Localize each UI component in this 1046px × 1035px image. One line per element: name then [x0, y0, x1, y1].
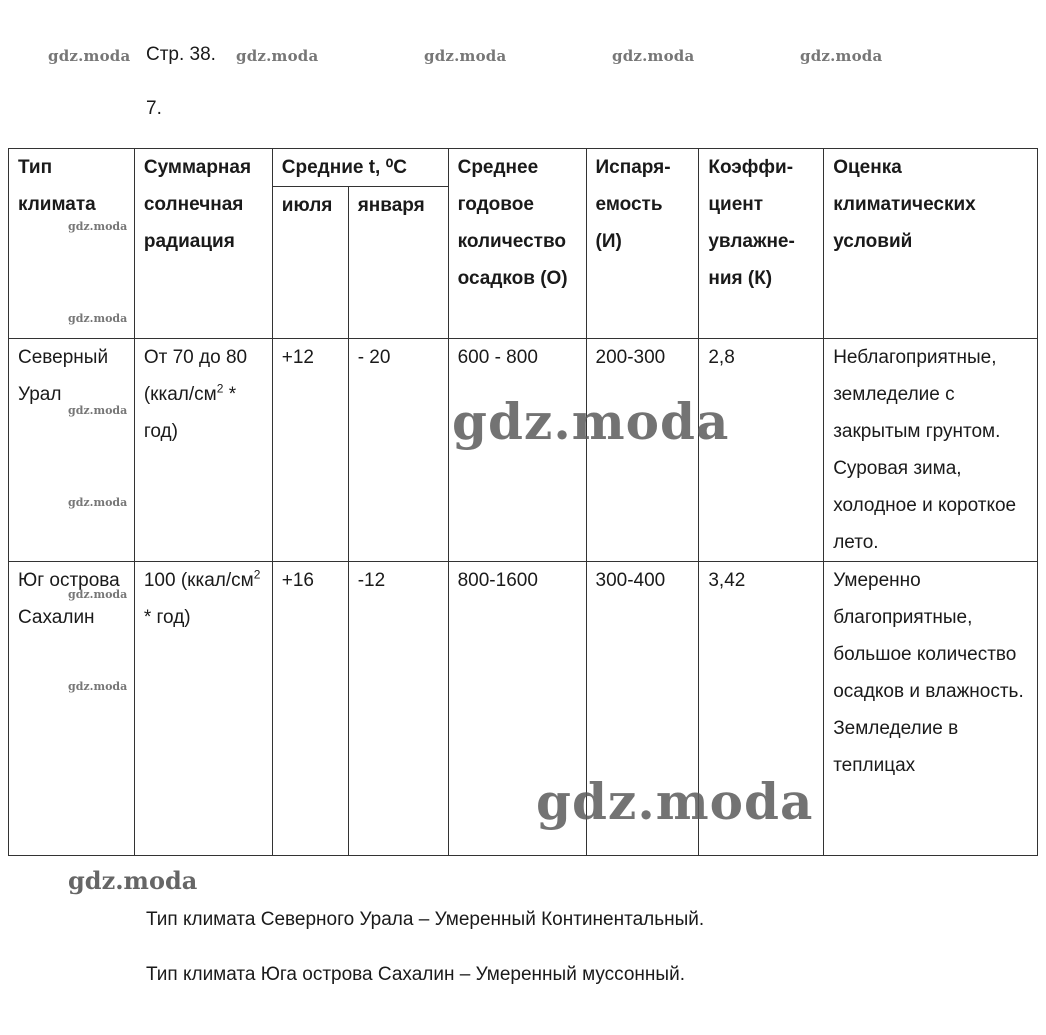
cell-assessment: Умеренно благоприятные, большое количество осадков и влажность. Земледелие в теплицах: [824, 562, 1038, 856]
watermark: gdz.moda: [68, 404, 128, 417]
watermark: gdz.moda: [424, 47, 507, 65]
conclusion-text: Тип климата Юга острова Сахалин – Умеренный муссонный.: [146, 964, 685, 985]
header-precipitation: Среднее годовое количество осадков (О): [448, 149, 586, 339]
header-july: июля: [272, 187, 348, 339]
table-header-row: [9, 149, 1038, 187]
watermark: gdz.moda: [68, 680, 128, 693]
table-row: [9, 562, 1038, 856]
watermark: gdz.moda: [800, 47, 883, 65]
cell-climate-type: Юг острова Сахалин: [9, 562, 135, 856]
page-reference: Стр. 38.: [146, 44, 216, 65]
cell-moisture-coef: 3,42: [699, 562, 824, 856]
watermark: gdz.moda: [536, 772, 814, 831]
cell-january-temp: - 20: [348, 339, 448, 562]
cell-evaporation: 300-400: [586, 562, 699, 856]
conclusion-text: Тип климата Северного Урала – Умеренный Континентальный.: [146, 909, 705, 930]
climate-table: [8, 148, 1038, 856]
watermark: gdz.moda: [68, 496, 128, 509]
cell-precipitation: 800-1600: [448, 562, 586, 856]
cell-january-temp: -12: [348, 562, 448, 856]
cell-evaporation: 200-300: [586, 339, 699, 562]
cell-solar-radiation: 100 $(ккал/см^2 * год)$: [134, 562, 272, 856]
header-climate-type: Тип климата: [9, 149, 135, 339]
cell-moisture-coef: 2,8: [699, 339, 824, 562]
header-evaporation: Испаря-емость (И): [586, 149, 699, 339]
cell-assessment: Неблагоприятные, земледелие с закрытым грунтом. Суровая зима, холодное и короткое лето.: [824, 339, 1038, 562]
watermark: gdz.moda: [68, 588, 128, 601]
watermark: gdz.moda: [612, 47, 695, 65]
header-moisture-coef: Коэффи-циент увлажне-ния (К): [699, 149, 824, 339]
header-avg-temp: Средние t, ⁰С: [272, 149, 448, 187]
header-solar-radiation: Суммарная солнечная радиация: [134, 149, 272, 339]
watermark: gdz.moda: [68, 312, 128, 325]
cell-climate-type: Северный Урал: [9, 339, 135, 562]
watermark: gdz.moda: [68, 866, 198, 895]
header-assessment: Оценка климатических условий: [824, 149, 1038, 339]
cell-precipitation: 600 - 800: [448, 339, 586, 562]
cell-july-temp: +16: [272, 562, 348, 856]
cell-july-temp: +12: [272, 339, 348, 562]
cell-solar-radiation: От 70 до 80 $(ккал/см^2 * год)$: [134, 339, 272, 562]
watermark: gdz.moda: [452, 392, 730, 451]
header-january: января: [348, 187, 448, 339]
task-number: 7.: [146, 98, 162, 119]
watermark: gdz.moda: [68, 220, 128, 233]
watermark: gdz.moda: [48, 47, 131, 65]
watermark: gdz.moda: [236, 47, 319, 65]
